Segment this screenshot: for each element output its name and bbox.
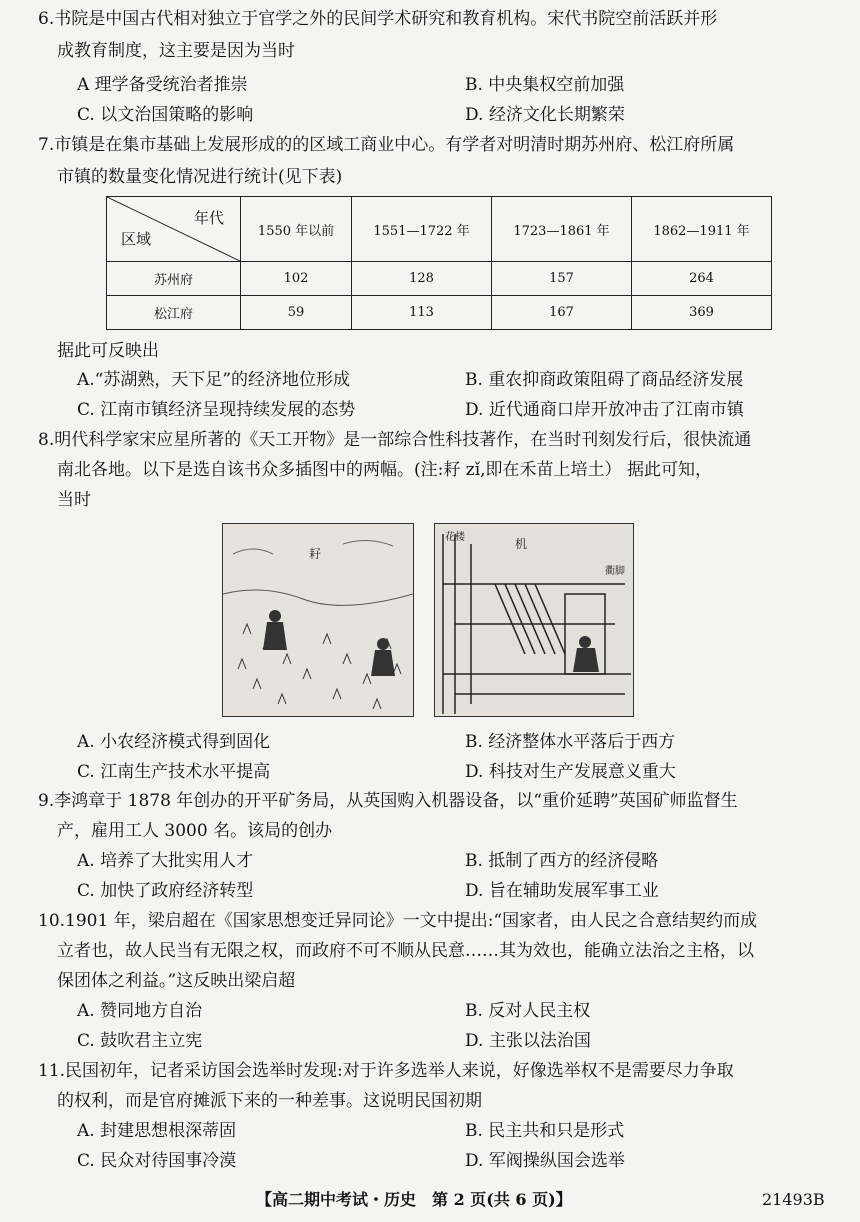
q7-option-c: C. 江南市镇经济呈现持续发展的态势 <box>77 400 356 420</box>
q8-option-c: C. 江南生产技术水平提高 <box>77 762 271 782</box>
table-cell: 128 <box>352 262 492 296</box>
table-cell: 264 <box>632 262 772 296</box>
table-corner-cell <box>107 197 241 262</box>
table-cell: 102 <box>241 262 352 296</box>
q11-option-d: D. 军阀操纵国会选举 <box>465 1151 625 1171</box>
q9-stem-line1: 9.李鸿章于 1878 年创办的开平矿务局，从英国购入机器设备，以“重价延聘”英国矿师监督生 <box>38 791 738 811</box>
table-header: 1551—1722 年 <box>352 197 492 262</box>
loom-illustration <box>434 523 634 717</box>
q10-stem-line2: 立者也，故人民当有无限之权，而政府不可不顺从民意……其为效也，能确立法治之主格，以 <box>57 941 754 961</box>
table-header: 1862—1911 年 <box>632 197 772 262</box>
q7-option-d: D. 近代通商口岸开放冲击了江南市镇 <box>465 400 744 420</box>
table-cell: 113 <box>352 296 492 330</box>
q7-option-b: B. 重农抑商政策阻碍了商品经济发展 <box>465 370 744 390</box>
q8-option-b: B. 经济整体水平落后于西方 <box>465 732 676 752</box>
loom-caption-2: 机 <box>515 537 528 551</box>
page-footer: 【高二期中考试・历史 第 2 页(共 6 页)】 <box>256 1190 572 1209</box>
q8-stem-line2: 南北各地。以下是选自该书众多插图中的两幅。(注:耔 zǐ,即在禾苗上培土） 据此可知， <box>57 460 712 480</box>
q7-option-a: A.“苏湖熟，天下足”的经济地位形成 <box>77 370 351 390</box>
corner-label-year: 年代 <box>193 209 224 227</box>
q11-option-c: C. 民众对待国事冷漠 <box>77 1151 237 1171</box>
q7-stem-line2: 市镇的数量变化情况进行统计(见下表) <box>57 167 343 187</box>
table-cell: 369 <box>632 296 772 330</box>
table-row <box>107 262 772 296</box>
q10-option-d: D. 主张以法治国 <box>465 1031 591 1051</box>
q9-option-c: C. 加快了政府经济转型 <box>77 881 254 901</box>
q8-option-d: D. 科技对生产发展意义重大 <box>465 762 676 782</box>
q9-option-b: B. 抵制了西方的经济侵略 <box>465 851 659 871</box>
table-row <box>107 296 772 330</box>
loom-caption-3: 衢脚 <box>605 566 625 577</box>
farming-illustration <box>222 523 414 717</box>
q7-stem-line1: 7.市镇是在集市基础上发展形成的的区域工商业中心。有学者对明清时期苏州府、松江府所属 <box>38 135 735 155</box>
q11-stem-line1: 11.民国初年，记者采访国会选举时发现:对于许多选举人来说，好像选举权不是需要尽力争取 <box>38 1061 734 1081</box>
q9-option-a: A. 培养了大批实用人才 <box>77 851 254 871</box>
table-row-label: 松江府 <box>107 296 241 330</box>
table-cell: 167 <box>492 296 632 330</box>
farming-caption: 耔 <box>309 547 322 561</box>
q8-stem-line1: 8.明代科学家宋应星所著的《天工开物》是一部综合性科技著作，在当时刊刻发行后，很快流通 <box>38 430 752 450</box>
q10-option-c: C. 鼓吹君主立宪 <box>77 1031 203 1051</box>
table-row-label: 苏州府 <box>107 262 241 296</box>
q9-stem-line2: 产，雇用工人 3000 名。该局的创办 <box>57 821 333 841</box>
q9-option-d: D. 旨在辅助发展军事工业 <box>465 881 659 901</box>
paper-code: 21493B <box>762 1190 825 1209</box>
table-header: 1723—1861 年 <box>492 197 632 262</box>
q6-option-b: B. 中央集权空前加强 <box>465 75 625 95</box>
market-town-table <box>106 196 772 330</box>
q6-stem-line2: 成教育制度，这主要是因为当时 <box>57 41 295 61</box>
q10-stem-line3: 保团体之利益。”这反映出梁启超 <box>57 971 296 991</box>
q10-option-b: B. 反对人民主权 <box>465 1001 591 1021</box>
q10-stem-line1: 10.1901 年，梁启超在《国家思想变迁异同论》一文中提出:“国家者，由人民之合意结契约而成 <box>38 911 758 931</box>
table-cell: 59 <box>241 296 352 330</box>
q8-stem-line3: 当时 <box>57 490 91 510</box>
loom-caption-1: 花楼 <box>445 532 465 543</box>
q10-option-a: A. 赞同地方自治 <box>77 1001 203 1021</box>
table-cell: 157 <box>492 262 632 296</box>
q11-stem-line2: 的权利，而是官府摊派下来的一种差事。这说明民国初期 <box>57 1091 482 1111</box>
q6-option-d: D. 经济文化长期繁荣 <box>465 105 625 125</box>
table-header: 1550 年以前 <box>241 197 352 262</box>
q6-stem-line1: 6.书院是中国古代相对独立于官学之外的民间学术研究和教育机构。宋代书院空前活跃并形 <box>38 9 718 29</box>
q8-option-a: A. 小农经济模式得到固化 <box>77 732 271 752</box>
q6-option-a: A 理学备受统治者推崇 <box>77 75 248 95</box>
corner-label-region: 区域 <box>121 230 152 248</box>
q11-option-b: B. 民主共和只是形式 <box>465 1121 625 1141</box>
q11-option-a: A. 封建思想根深蒂固 <box>77 1121 237 1141</box>
q7-after-table: 据此可反映出 <box>57 341 159 361</box>
q6-option-c: C. 以文治国策略的影响 <box>77 105 254 125</box>
